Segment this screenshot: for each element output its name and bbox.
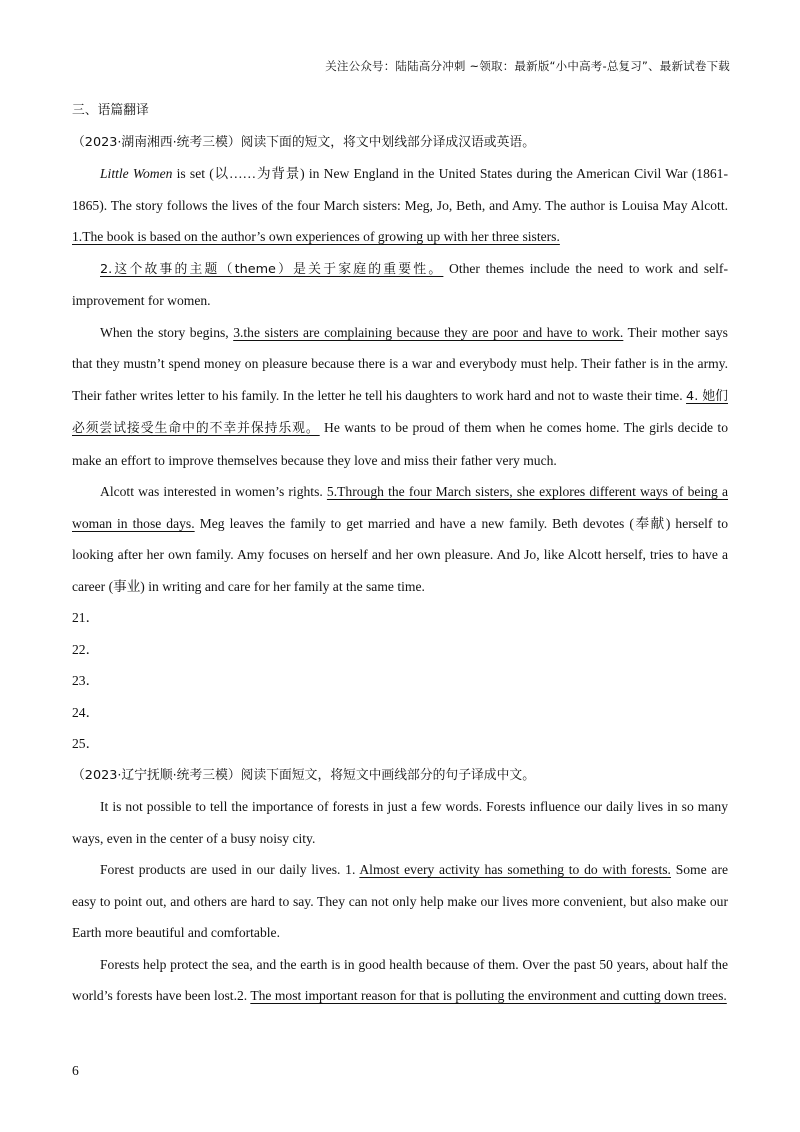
answer-line-22: 22．	[72, 641, 100, 657]
p2-text: Other themes include the need to work and self-improvement for women.	[72, 260, 728, 308]
underlined-sentence-1: 1.The book is based on the author’s own experiences of growing up with her three sisters.	[72, 229, 560, 244]
p2-2-text-b: Some are easy to point out, and others are hard to say. They can not only help make our lives more convenient, but also make our Earth more beautiful and comfortable.	[72, 862, 729, 940]
answer-line-23: 23．	[72, 673, 100, 688]
passage1-paragraph-2	[72, 253, 728, 317]
p4-text-b: Meg leaves the family to get married and have a new family. Beth devotes (奉献) herself to looking after her own family. Amy focuses on herself and her own pleasure. And Jo, like Alcott herself, tries to have a career (事业) in writing and care for her family at the same time.	[72, 515, 728, 594]
answer-line-25: 25．	[72, 736, 100, 751]
passage1-paragraph-3	[72, 317, 728, 477]
page-header: 关注公众号：陆陆高分冲刺 ~领取：最新版“小中高考-总复习”、最新试卷下载	[325, 59, 730, 73]
passage2-source: （2023·辽宁抚顺·统考三模）阅读下面短文，将短文中画线部分的句子译成中文。	[72, 767, 535, 783]
section-title: 三、语篇翻译	[72, 103, 149, 118]
p3-text-c: He wants to be proud of them when he comes home. The girls decide to make an effort to improve themselves because they love and miss their father very much.	[72, 420, 729, 468]
underlined-sentence-5: 5.Through the four March sisters, she explores different ways of being a woman in those days.	[72, 484, 728, 531]
underlined-sentence-2: 2.这个故事的主题（theme）是关于家庭的重要性。	[100, 261, 444, 277]
p3-text-b: Their mother says that they mustn’t spend money on pleasure because there is a war and everybody must help. Their father is in the army. Their father writes letter to his family. In the letter he tell his daughters to work hard and not to waste their time.	[72, 324, 728, 403]
passage1-paragraph-4	[72, 476, 728, 602]
p2-3-text-a: Forests help protect the sea, and the earth is in good health because of them. Over the past 50 years, about half the world’s forests have been lost.2.	[72, 956, 728, 1003]
passage1-source: （2023·湖南湘西·统考三模）阅读下面的短文，将文中划线部分译成汉语或英语。	[72, 134, 535, 150]
underlined-sentence-p2-1: Almost every activity has something to do with forests.	[359, 862, 671, 877]
underlined-sentence-4: 4. 她们必须尝试接受生命中的不幸并保持乐观。	[72, 388, 728, 436]
passage2-paragraph-3	[72, 949, 728, 1012]
book-title: Little Women	[100, 166, 173, 181]
p1-text: is set (以……为背景) in New England in the United States during the American Civil War (1861-1865). The story follows the lives of the four March sisters: Meg, Jo, Beth, and Amy. The author is Louisa May Alcott.	[72, 166, 728, 213]
page-content	[72, 95, 728, 1012]
passage2-paragraph-1: It is not possible to tell the importance of forests in just a few words. Forests influence our daily lives in so many ways, even in the center of a busy noisy city.	[72, 799, 728, 846]
underlined-sentence-3: 3.the sisters are complaining because they are poor and have to work.	[233, 324, 624, 340]
p2-2-text-a: Forest products are used in our daily lives. 1.	[100, 862, 360, 877]
answer-line-21: 21．	[72, 610, 100, 625]
p3-text-a: When the story begins,	[100, 324, 234, 340]
passage2-paragraph-2	[72, 854, 728, 949]
answer-line-24: 24．	[72, 704, 100, 720]
page-number: 6	[72, 1063, 79, 1078]
underlined-sentence-p2-2: The most important reason for that is polluting the environment and cutting down trees.	[250, 988, 727, 1003]
p4-text-a: Alcott was interested in women’s rights.	[100, 484, 327, 499]
passage1-paragraph-1	[72, 158, 728, 253]
